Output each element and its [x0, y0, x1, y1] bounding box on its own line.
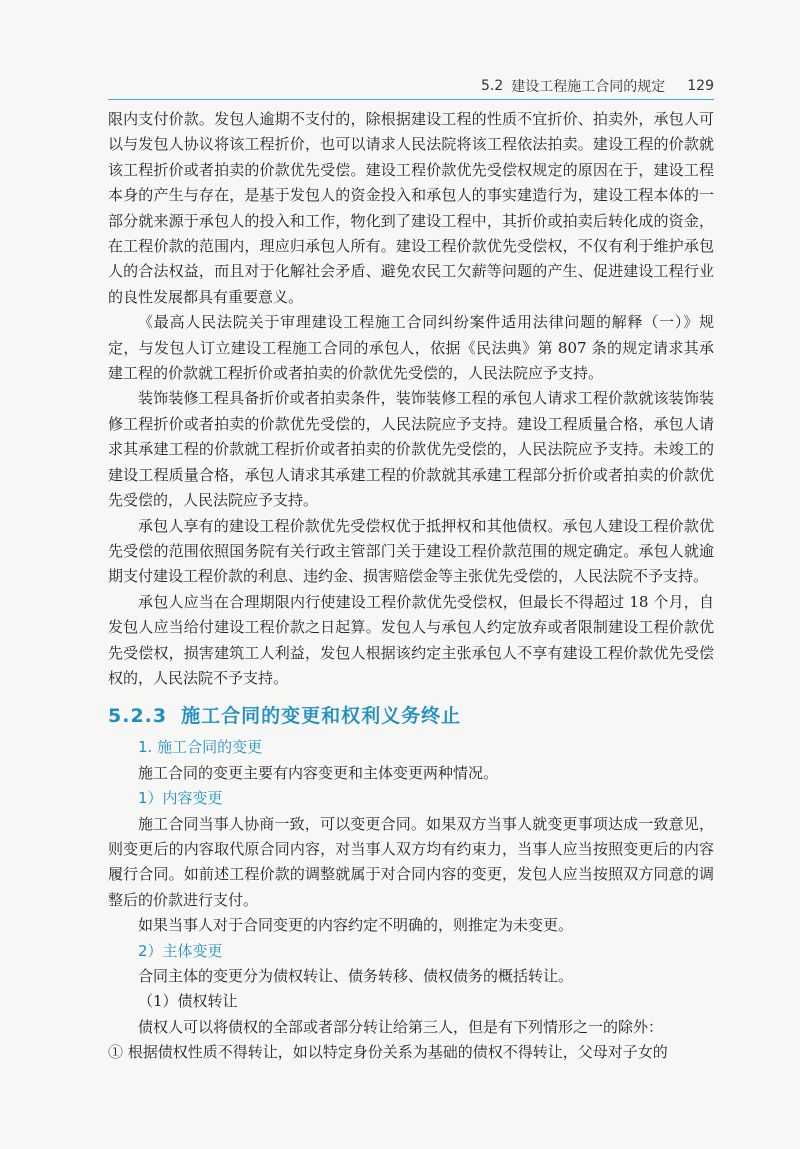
header-rule [108, 99, 714, 100]
paragraph: 承包人应当在合理期限内行使建设工程价款优先受偿权，但最长不得超过 18 个月，自发包人应当给付建设工程价款之日起算。发包人与承包人约定放弃或者限制建设工程价款优先受偿权，损害建筑工人利益，发包人根据该约定主张承包人不享有建设工程价款优先受偿权的，人民法院不予支持。 [108, 592, 714, 687]
paragraph: 装饰装修工程具备折价或者拍卖条件，装饰装修工程的承包人请求工程价款就该装饰装修工程折价或者拍卖的价款优先受偿的，人民法院应予支持。建设工程质量合格，承包人请求其承建工程的价款就工程折价或者拍卖的价款优先受偿的，人民法院应予支持。未竣工的建设工程质量合格，承包人请求其承建工程的价款就其承建工程部分折价或者拍卖的价款优先受偿的，人民法院应予支持。 [108, 389, 714, 510]
paragraph: 债权人可以将债权的全部或者部分转让给第三人，但是有下列情形之一的除外： [138, 1017, 664, 1036]
header-section-number: 5.2 [481, 78, 504, 94]
paragraph: 限内支付价款。发包人逾期不支付的，除根据建设工程的性质不宜折价、拍卖外，承包人可以与发包人协议将该工程折价，也可以请求人民法院将该工程依法拍卖。建设工程的价款就该工程折价或者拍卖的价款优先受偿。建设工程价款优先受偿权规定的原因在于，建设工程本身的产生与存在，是基于发包人的资金投入和承包人的事实建造行为，建设工程本体的一部分就来源于承包人的投入和工作，物化到了建设工程中，其折价或拍卖后转化成的资金，在工程价款的范围内，理应归承包人所有。建设工程价款优先受偿权，不仅有利于维护承包人的合法权益，而且对于化解社会矛盾、避免农民工欠薪等问题的产生、促进建设工程行业的良性发展都具有重要意义。 [108, 110, 714, 306]
paragraph: 施工合同的变更主要有内容变更和主体变更两种情况。 [138, 763, 499, 782]
section-number: 5.2.3 [108, 705, 168, 728]
list-item-heading: （1）债权转让 [138, 992, 238, 1011]
page-number: 129 [687, 78, 714, 94]
paragraph: ① 根据债权性质不得转让，如以特定身份关系为基础的债权不得转让，父母对子女的 [108, 1043, 668, 1062]
section-heading [108, 701, 714, 731]
paragraph: 合同主体的变更分为债权转让、债务转移、债权债务的概括转让。 [138, 967, 574, 985]
paragraph: 施工合同当事人协商一致，可以变更合同。如果双方当事人就变更事项达成一致意见，则变更后的内容取代原合同内容，对当事人双方均有约束力，当事人应当按照变更后的内容履行合同。如前述工程价款的调整就属于对合同内容的变更，发包人应当按照双方同意的调整后的价款进行支付。 [108, 814, 714, 909]
paragraph: 如果当事人对于合同变更的内容约定不明确的，则推定为未变更。 [138, 916, 574, 935]
running-header [108, 74, 714, 98]
body-text [108, 107, 714, 1066]
section-title: 施工合同的变更和权利义务终止 [181, 705, 462, 728]
subsection-heading: 2）主体变更 [138, 941, 223, 960]
header-section-title: 建设工程施工合同的规定 [511, 79, 666, 95]
subsection-heading: 1. 施工合同的变更 [138, 738, 263, 757]
paragraph: 《最高人民法院关于审理建设工程施工合同纠纷案件适用法律问题的解释（一）》规定，与发包人订立建设工程施工合同的承包人，依据《民法典》第 807 条的规定请求其承建工程的价款就工程折价或者拍卖的价款优先受偿的，人民法院应予支持。 [108, 313, 714, 383]
subsection-heading: 1）内容变更 [138, 789, 223, 808]
paragraph: 承包人享有的建设工程价款优先受偿权优于抵押权和其他债权。承包人建设工程价款优先受偿的范围依照国务院有关行政主管部门关于建设工程价款范围的规定确定。承包人就逾期支付建设工程价款的利息、违约金、损害赔偿金等主张优先受偿的，人民法院不予支持。 [108, 516, 714, 586]
